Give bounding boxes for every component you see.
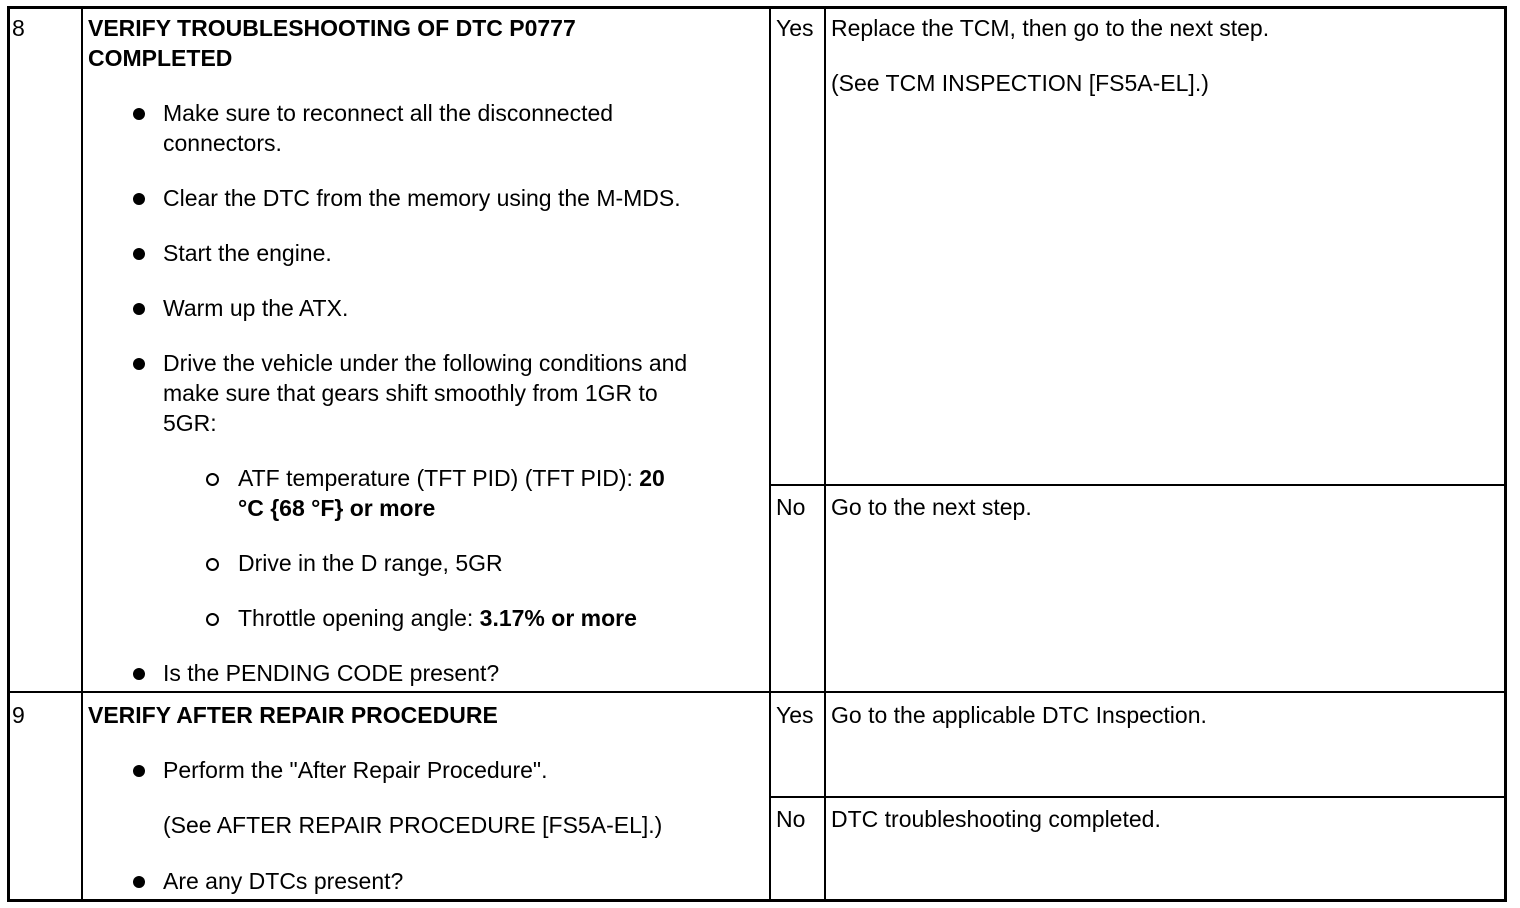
yes-action: Replace the TCM, then go to the next step. — [831, 15, 1270, 41]
sub-bullet-icon — [206, 558, 219, 571]
instruction-text: Make sure to reconnect all the disconnected — [163, 100, 614, 126]
no-action: DTC troubleshooting completed. — [831, 806, 1161, 832]
condition-label: Throttle opening angle: — [238, 605, 480, 631]
col-divider-action — [824, 8, 826, 902]
condition-label: ATF temperature (TFT PID) (TFT PID): — [238, 465, 640, 491]
row9-yes-no-divider — [770, 796, 1506, 798]
yes-label: Yes — [776, 702, 814, 728]
condition-value: 20 — [639, 465, 665, 491]
col-divider-answer — [769, 8, 771, 902]
bullet-icon — [133, 108, 145, 120]
instruction-text-cont: connectors. — [163, 130, 282, 156]
instruction-text: Start the engine. — [163, 240, 332, 266]
condition-value-cont: °C {68 °F} or more — [238, 495, 436, 521]
condition-text — [238, 463, 665, 493]
step-number: 9 — [12, 702, 25, 728]
condition-text: Drive in the D range, 5GR — [238, 550, 503, 576]
row8-yes-no-divider — [770, 484, 1506, 486]
instruction-text-cont: make sure that gears shift smoothly from 1GR to — [163, 380, 658, 406]
bullet-icon — [133, 193, 145, 205]
instruction-text: Warm up the ATX. — [163, 295, 349, 321]
yes-label: Yes — [776, 15, 814, 41]
question-text: Are any DTCs present? — [163, 868, 404, 894]
yes-action: Go to the applicable DTC Inspection. — [831, 702, 1207, 728]
bullet-icon — [133, 765, 145, 777]
question-text: Is the PENDING CODE present? — [163, 660, 500, 686]
sub-bullet-icon — [206, 473, 219, 486]
sub-bullet-icon — [206, 613, 219, 626]
condition-text — [238, 603, 637, 633]
condition-value: 3.17% or more — [479, 605, 637, 631]
instruction-text: Perform the "After Repair Procedure". — [163, 757, 548, 783]
yes-reference-link[interactable]: (See TCM INSPECTION [FS5A-EL].) — [831, 70, 1209, 96]
step-title: VERIFY TROUBLESHOOTING OF DTC P0777 — [88, 15, 576, 41]
no-action: Go to the next step. — [831, 494, 1032, 520]
no-label: No — [776, 494, 806, 520]
instruction-text: Drive the vehicle under the following conditions and — [163, 350, 688, 376]
bullet-icon — [133, 668, 145, 680]
instruction-text: Clear the DTC from the memory using the M-MDS. — [163, 185, 681, 211]
reference-link[interactable]: (See AFTER REPAIR PROCEDURE [FS5A-EL].) — [163, 812, 663, 838]
step-title-cont: COMPLETED — [88, 45, 233, 71]
bullet-icon — [133, 358, 145, 370]
no-label: No — [776, 806, 806, 832]
step-number: 8 — [12, 15, 25, 41]
bullet-icon — [133, 303, 145, 315]
bullet-icon — [133, 248, 145, 260]
step-title: VERIFY AFTER REPAIR PROCEDURE — [88, 702, 498, 728]
bullet-icon — [133, 876, 145, 888]
instruction-text-cont: 5GR: — [163, 410, 217, 436]
col-divider-step — [81, 8, 83, 902]
row-divider — [8, 691, 1506, 693]
